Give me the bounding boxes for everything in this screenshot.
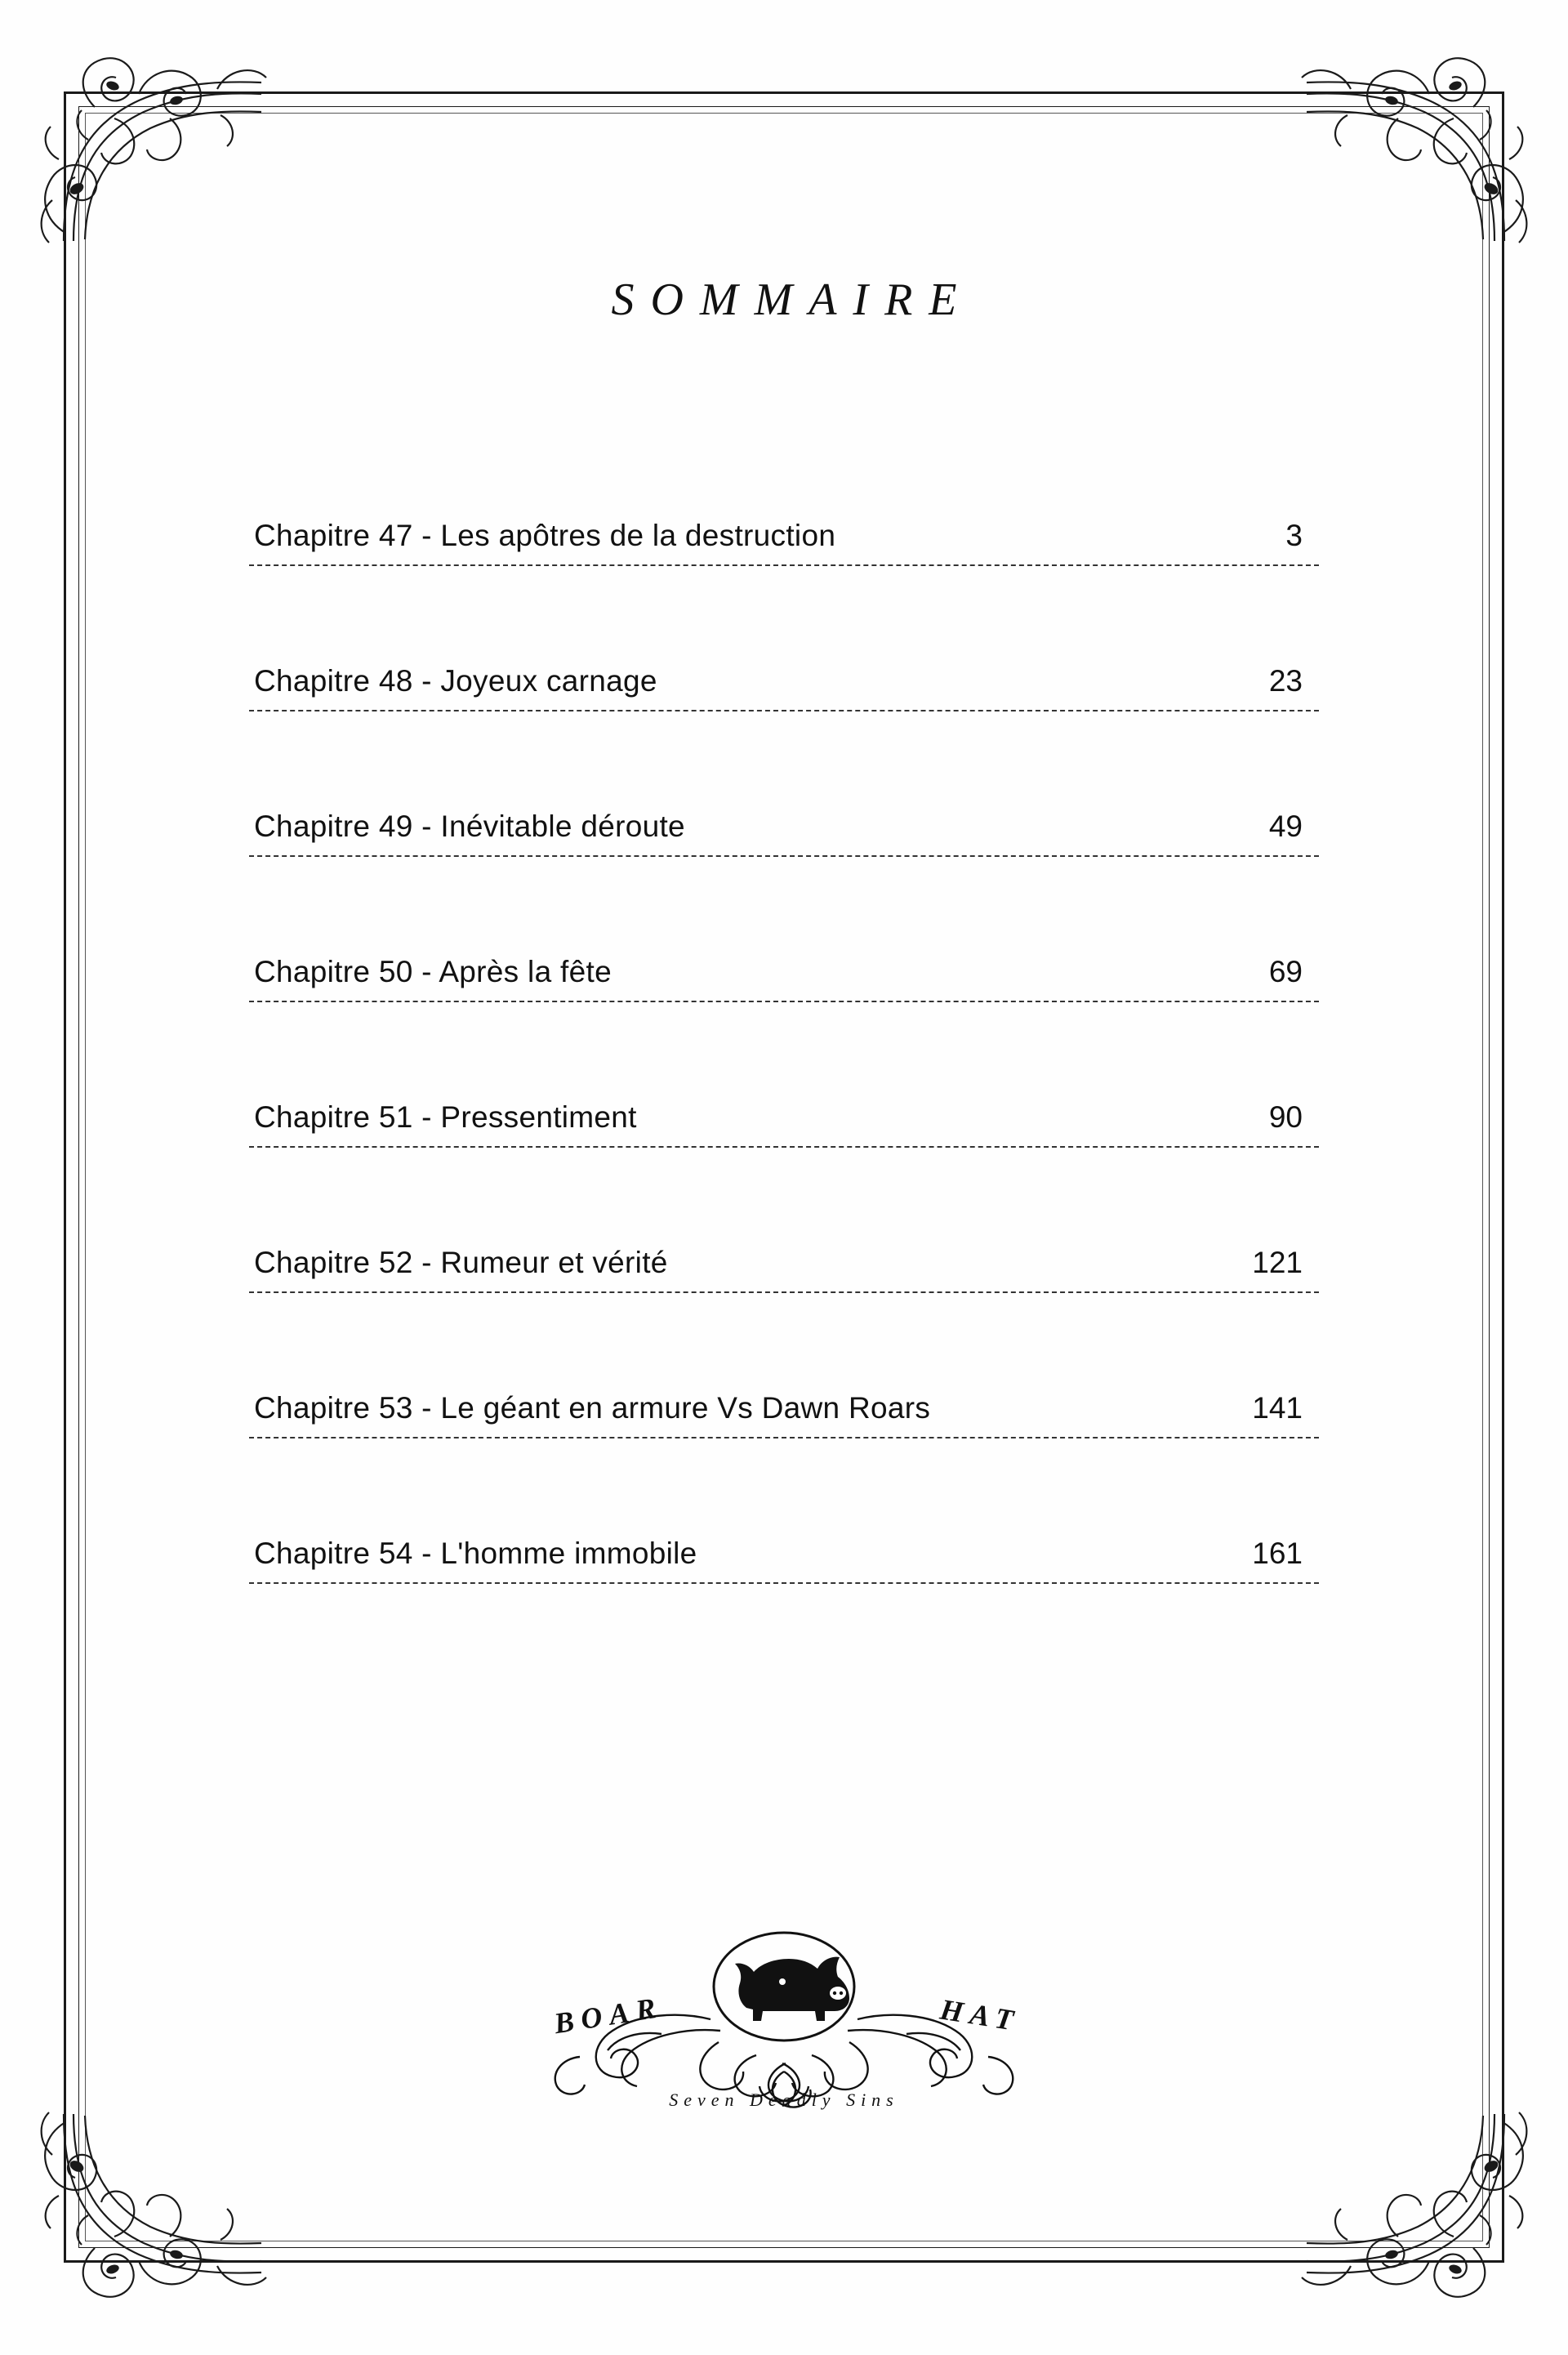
page-title: SOMMAIRE (611, 274, 973, 325)
toc-entry-page: 141 (1252, 1391, 1303, 1425)
toc-entry[interactable] (249, 955, 1319, 1100)
toc-entry[interactable] (249, 810, 1319, 955)
toc-entry-page: 69 (1268, 955, 1303, 988)
toc-entry-title: Chapitre 48 - Joyeux carnage (254, 664, 657, 698)
toc-leader-line (249, 1146, 1319, 1148)
logo-word-left: BOAR (551, 1990, 666, 2041)
table-of-contents (249, 519, 1319, 1682)
pig-silhouette-icon (714, 1933, 854, 2041)
toc-entry-title: Chapitre 50 - Après la fête (254, 955, 612, 988)
toc-leader-line (249, 564, 1319, 566)
toc-leader-line (249, 1437, 1319, 1438)
logo-subtitle: Seven Deadly Sins (669, 2090, 899, 2110)
logo-word-right: HAT (938, 1992, 1023, 2038)
toc-entry-title: Chapitre 53 - Le géant en armure Vs Dawn Roars (254, 1391, 931, 1425)
toc-entry[interactable] (249, 1246, 1319, 1391)
toc-entry[interactable] (249, 1100, 1319, 1246)
toc-entry-page: 3 (1285, 519, 1303, 552)
toc-entry[interactable] (249, 1391, 1319, 1537)
toc-leader-line (249, 1001, 1319, 1002)
boar-hat-logo (416, 1911, 1152, 2157)
toc-entry-title: Chapitre 51 - Pressentiment (254, 1100, 637, 1134)
toc-entry-page: 121 (1252, 1246, 1303, 1279)
toc-entry-page: 49 (1268, 810, 1303, 843)
toc-entry-page: 90 (1268, 1100, 1303, 1134)
toc-entry-title: Chapitre 49 - Inévitable déroute (254, 810, 685, 843)
toc-entry-title: Chapitre 54 - L'homme immobile (254, 1537, 697, 1570)
toc-entry[interactable] (249, 664, 1319, 810)
toc-leader-line (249, 1291, 1319, 1293)
toc-leader-line (249, 1582, 1319, 1584)
toc-entry[interactable] (249, 1537, 1319, 1682)
toc-leader-line (249, 710, 1319, 711)
toc-entry[interactable] (249, 519, 1319, 664)
toc-entry-page: 23 (1268, 664, 1303, 698)
toc-leader-line (249, 855, 1319, 857)
toc-entry-page: 161 (1252, 1537, 1303, 1570)
toc-entry-title: Chapitre 52 - Rumeur et vérité (254, 1246, 668, 1279)
toc-entry-title: Chapitre 47 - Les apôtres de la destruction (254, 519, 836, 552)
